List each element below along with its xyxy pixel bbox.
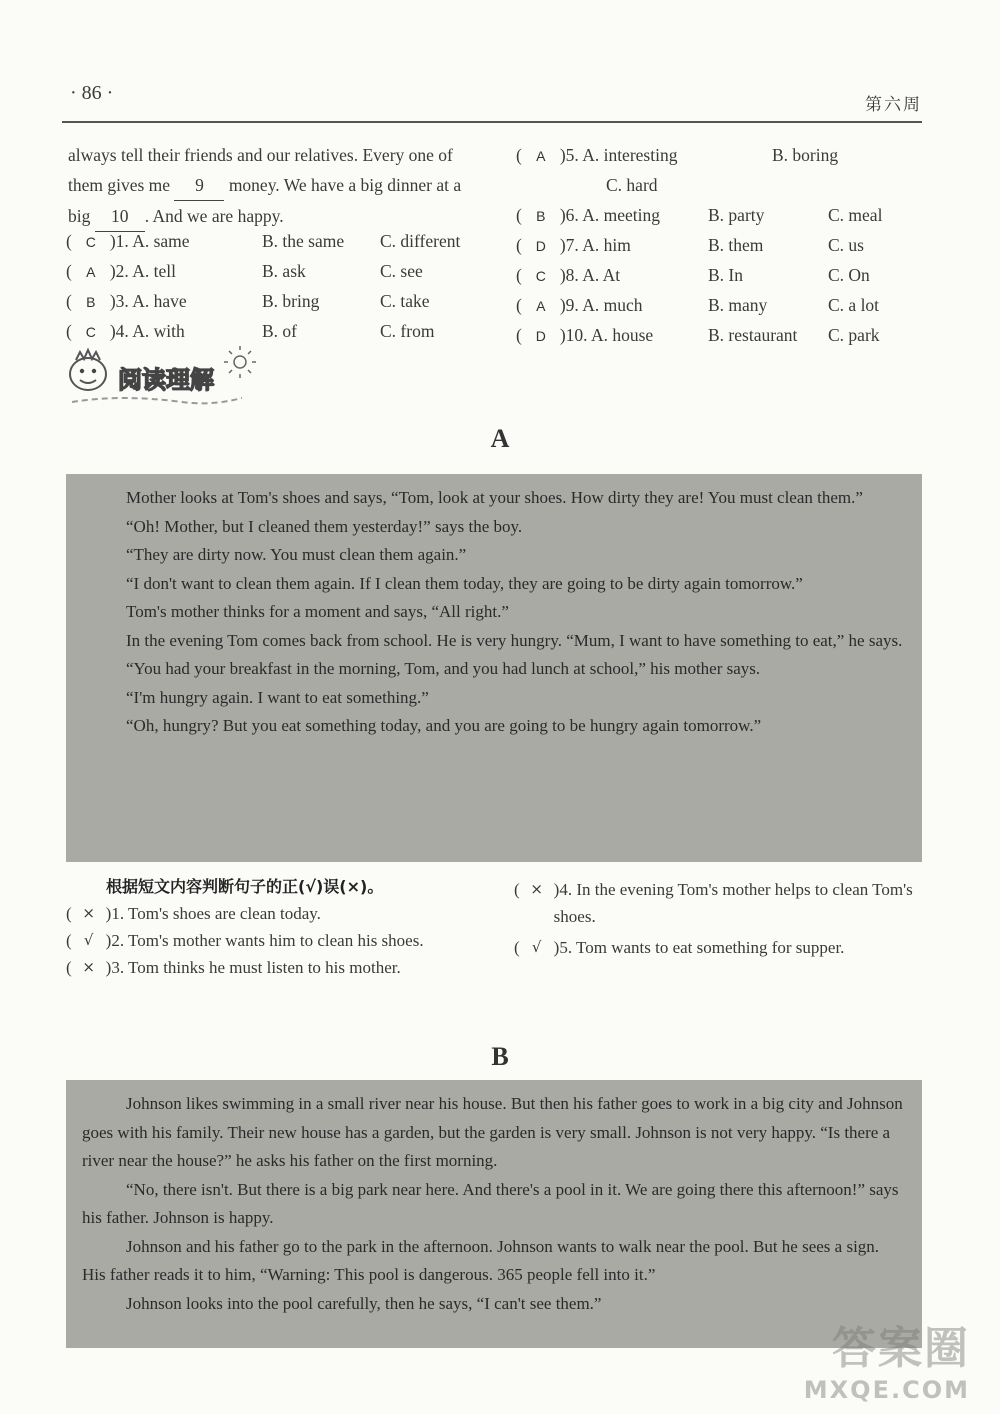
cloze-text-3: . And we are happy. [144, 206, 284, 226]
cloze-questions-left [66, 226, 486, 346]
cloze-passage [68, 140, 478, 232]
passage-a-paragraph: “Oh! Mother, but I cleaned them yesterday!” says the boy. [126, 516, 523, 536]
answer-5: A [536, 148, 546, 164]
passage-b-paragraph: “No, there isn't. But there is a big park near here. And there's a pool in it. We are going there this afternoon!” says his father. Johnson is happy. [82, 1179, 899, 1227]
tf-question-2: ( √ )2. Tom's mother wants him to clean his shoes. [66, 927, 476, 954]
tf-question-4: ( × )4. In the evening Tom's mother helps to clean Tom's shoes. [514, 876, 924, 930]
passage-a-paragraph: “They are dirty now. You must clean them again.” [126, 545, 467, 564]
answer-2: A [86, 264, 96, 280]
answer-1: C [85, 234, 96, 250]
blank-9: 9 [174, 170, 224, 201]
tf-mark-1: × [82, 904, 95, 922]
cloze-text-1: always tell their friends and our relatives. Every one of them gives me [68, 145, 453, 195]
passage-b-paragraph: Johnson and his father go to the park in the afternoon. Johnson wants to walk near the pool. But he sees a sign. His father reads it to him, “Warning: This pool is dangerous. 365 people fell into it.” [82, 1236, 880, 1284]
watermark-title: 答案圈 [832, 1323, 970, 1374]
tf-questions-right [514, 876, 924, 961]
cloze-question-10: ( D )10. A. house B. restaurant C. park [516, 320, 936, 350]
tf-mark-5: √ [531, 938, 542, 956]
cloze-question-2: ( A )2. A. tell B. ask C. see [66, 256, 486, 286]
cloze-text-2: money. We have a big dinner at a big [68, 175, 462, 226]
passage-a-paragraph: Tom's mother thinks for a moment and says, “All right.” [126, 602, 509, 621]
answer-8: C [535, 268, 546, 284]
cloze-question-9: ( A )9. A. much B. many C. a lot [516, 290, 936, 320]
answer-10: D [535, 328, 546, 344]
tf-instruction: 根据短文内容判断句子的正(√)误(×)。 [106, 877, 384, 896]
cloze-question-5-c: C. hard [606, 175, 658, 195]
answer-9: A [536, 298, 546, 314]
blank-10: 10 [95, 201, 145, 232]
tf-question-1: ( × )1. Tom's shoes are clean today. [66, 900, 476, 927]
reading-badge-text: 阅读理解 [118, 366, 214, 394]
section-a-title: A [490, 424, 510, 453]
passage-b-paragraph: Johnson likes swimming in a small river near his house. But then his father goes to work in a big city and Johnson goes with his family. Their new house has a garden, but the garden is very small. Johnson is not very happy. “Is there a river near the house?” he asks his father on the first morning. [82, 1094, 903, 1170]
answer-4: C [85, 324, 96, 340]
cloze-question-3: ( B )3. A. have B. bring C. take [66, 286, 486, 316]
passage-a-paragraph: “I'm hungry again. I want to eat something.” [126, 687, 429, 707]
tf-mark-2: √ [83, 931, 94, 949]
answer-6: B [536, 208, 546, 224]
answer-3: B [86, 294, 96, 310]
section-b-passage [66, 1080, 922, 1348]
answer-7: D [535, 238, 546, 254]
passage-a-paragraph: Mother looks at Tom's shoes and says, “Tom, look at your shoes. How dirty they are! You must clean them.” [126, 488, 863, 507]
passage-a-paragraph: “You had your breakfast in the morning, Tom, and you had lunch at school,” his mother says. [126, 659, 761, 678]
passage-a-paragraph: “I don't want to clean them again. If I clean them today, they are going to be dirty again tomorrow.” [126, 573, 803, 593]
week-label: 第六周 [865, 95, 922, 114]
passage-a-paragraph: “Oh, hungry? But you eat something today, and you are going to be hungry again tomorrow.” [126, 716, 762, 735]
cloze-question-5: ( A )5. A. interesting B. boring [516, 140, 936, 170]
watermark-url: MXQE.COM [803, 1376, 970, 1404]
cloze-questions-right [516, 140, 936, 350]
cloze-question-6: ( B )6. A. meeting B. party C. meal [516, 200, 936, 230]
tf-question-5: ( √ )5. Tom wants to eat something for supper. [514, 934, 924, 961]
watermark-logo [750, 1312, 970, 1402]
section-b-title: B [491, 1042, 509, 1071]
tf-questions-left [66, 900, 476, 981]
cloze-question-1: ( C )1. A. same B. the same C. different [66, 226, 486, 256]
tf-mark-4: × [530, 880, 543, 898]
reading-section-badge [62, 342, 262, 412]
passage-a-paragraph: In the evening Tom comes back from school. He is very hungry. “Mum, I want to have something to eat,” he says. [126, 630, 903, 650]
section-a-passage [66, 474, 922, 862]
cloze-question-4: ( C )4. A. with B. of C. from [66, 316, 486, 346]
header-divider [62, 121, 922, 123]
page-number: · 86 · [70, 82, 114, 104]
tf-mark-3: × [82, 958, 95, 976]
tf-question-3: ( × )3. Tom thinks he must listen to his mother. [66, 954, 476, 981]
passage-b-paragraph: Johnson looks into the pool carefully, then he says, “I can't see them.” [126, 1293, 602, 1313]
cloze-question-8: ( C )8. A. At B. In C. On [516, 260, 936, 290]
cloze-question-7: ( D )7. A. him B. them C. us [516, 230, 936, 260]
